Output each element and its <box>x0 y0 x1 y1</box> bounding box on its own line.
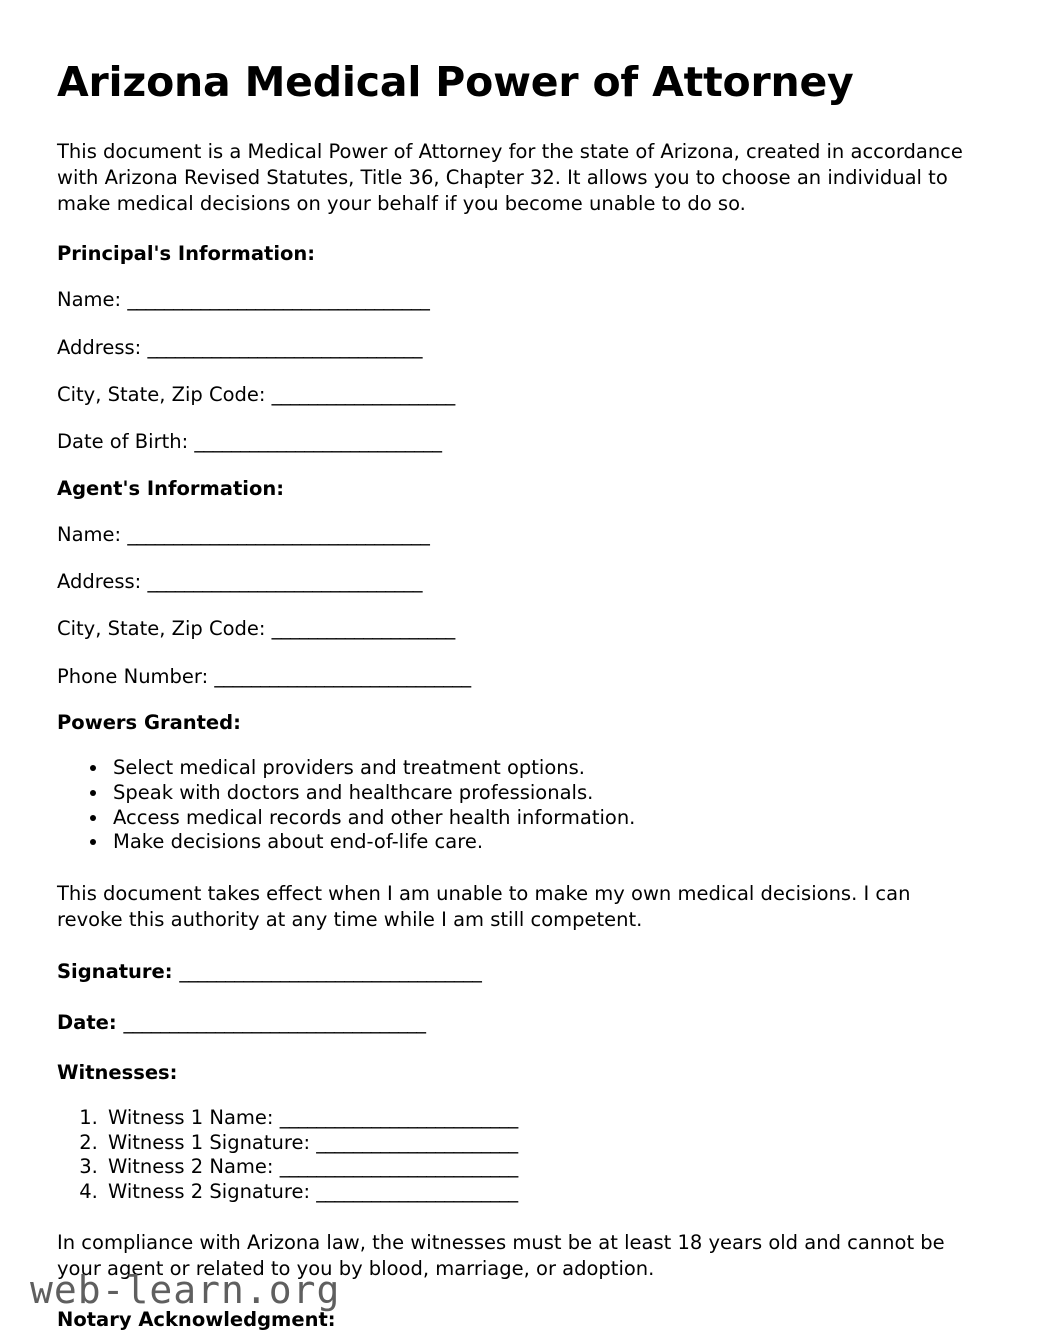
list-item <box>104 1155 977 1180</box>
intro-paragraph: This document is a Medical Power of Attorney for the state of Arizona, created in accordance with Arizona Revised Statutes, Title 36, Chapter 32. It allows you to choose an individual to make medical decisions on your behalf if you become unable to do so. <box>57 140 963 215</box>
list-item <box>104 1131 977 1156</box>
signature-field <box>57 959 977 984</box>
signature-label: Signature: <box>57 959 180 983</box>
principal-date-of-birth-field <box>57 429 977 454</box>
signature-blank[interactable]: _________________________________ <box>179 959 482 983</box>
principal-address-blank[interactable]: ______________________________ <box>147 335 422 359</box>
witnesses-list <box>57 1106 977 1204</box>
agent-name-blank[interactable]: _________________________________ <box>127 522 430 546</box>
witness-1-name-blank[interactable]: __________________________ <box>279 1106 518 1130</box>
agent-name-field <box>57 522 977 547</box>
witness-2-signature-label: Witness 2 Signature: <box>108 1179 317 1203</box>
agent-city-state-zip-blank[interactable]: ____________________ <box>271 617 455 641</box>
list-item: • Access medical records and other health information. <box>109 806 977 831</box>
list-item: • Speak with doctors and healthcare professionals. <box>109 781 977 806</box>
date-label: Date: <box>57 1010 124 1034</box>
site-watermark: web-learn.org <box>30 1268 341 1312</box>
principal-date-of-birth-blank[interactable]: ___________________________ <box>194 430 442 454</box>
agent-address-field <box>57 569 977 594</box>
agent-name-label: Name: <box>57 522 128 546</box>
principal-city-state-zip-field <box>57 382 977 407</box>
list-item: • Make decisions about end-of-life care. <box>109 830 977 855</box>
powers-granted-list <box>57 756 977 855</box>
agent-address-blank[interactable]: ______________________________ <box>147 570 422 594</box>
principal-address-field <box>57 335 977 360</box>
witness-1-name-label: Witness 1 Name: <box>108 1106 280 1130</box>
agent-information-heading: Agent's Information: <box>57 476 285 500</box>
principal-date-of-birth-label: Date of Birth: <box>57 430 195 454</box>
list-item <box>104 1106 977 1131</box>
list-item <box>104 1180 977 1205</box>
witness-2-name-blank[interactable]: __________________________ <box>279 1155 518 1179</box>
principal-city-state-zip-label: City, State, Zip Code: <box>57 382 272 406</box>
agent-address-label: Address: <box>57 570 148 594</box>
compliance-paragraph: In compliance with Arizona law, the witnesses must be at least 18 years old and cannot be your agent or related to you by blood, marriage, or adoption. <box>57 1231 945 1281</box>
principal-name-field <box>57 287 977 312</box>
principal-information-heading: Principal's Information: <box>57 242 316 266</box>
page-title: Arizona Medical Power of Attorney <box>57 58 854 106</box>
agent-phone-number-blank[interactable]: ____________________________ <box>214 664 471 688</box>
principal-name-label: Name: <box>57 288 128 312</box>
notary-acknowledgment-heading: Notary Acknowledgment: <box>57 1307 336 1331</box>
powers-granted-heading: Powers Granted: <box>57 711 241 735</box>
date-blank[interactable]: _________________________________ <box>123 1010 426 1034</box>
principal-city-state-zip-blank[interactable]: ____________________ <box>271 382 455 406</box>
witness-1-signature-blank[interactable]: ______________________ <box>316 1130 518 1154</box>
principal-name-blank[interactable]: _________________________________ <box>127 288 430 312</box>
witness-1-signature-label: Witness 1 Signature: <box>108 1130 317 1154</box>
principal-address-label: Address: <box>57 335 148 359</box>
date-field <box>57 1010 977 1035</box>
agent-phone-number-field <box>57 664 977 689</box>
list-item: • Select medical providers and treatment options. <box>109 756 977 781</box>
witnesses-heading: Witnesses: <box>57 1061 178 1085</box>
document-content <box>57 60 977 1331</box>
effect-paragraph: This document takes effect when I am unable to make my own medical decisions. I can revoke this authority at any time while I am still competent. <box>57 882 911 931</box>
witness-2-signature-blank[interactable]: ______________________ <box>316 1179 518 1203</box>
agent-phone-number-label: Phone Number: <box>57 664 215 688</box>
agent-city-state-zip-label: City, State, Zip Code: <box>57 617 272 641</box>
witness-2-name-label: Witness 2 Name: <box>108 1155 280 1179</box>
agent-city-state-zip-field <box>57 616 977 641</box>
